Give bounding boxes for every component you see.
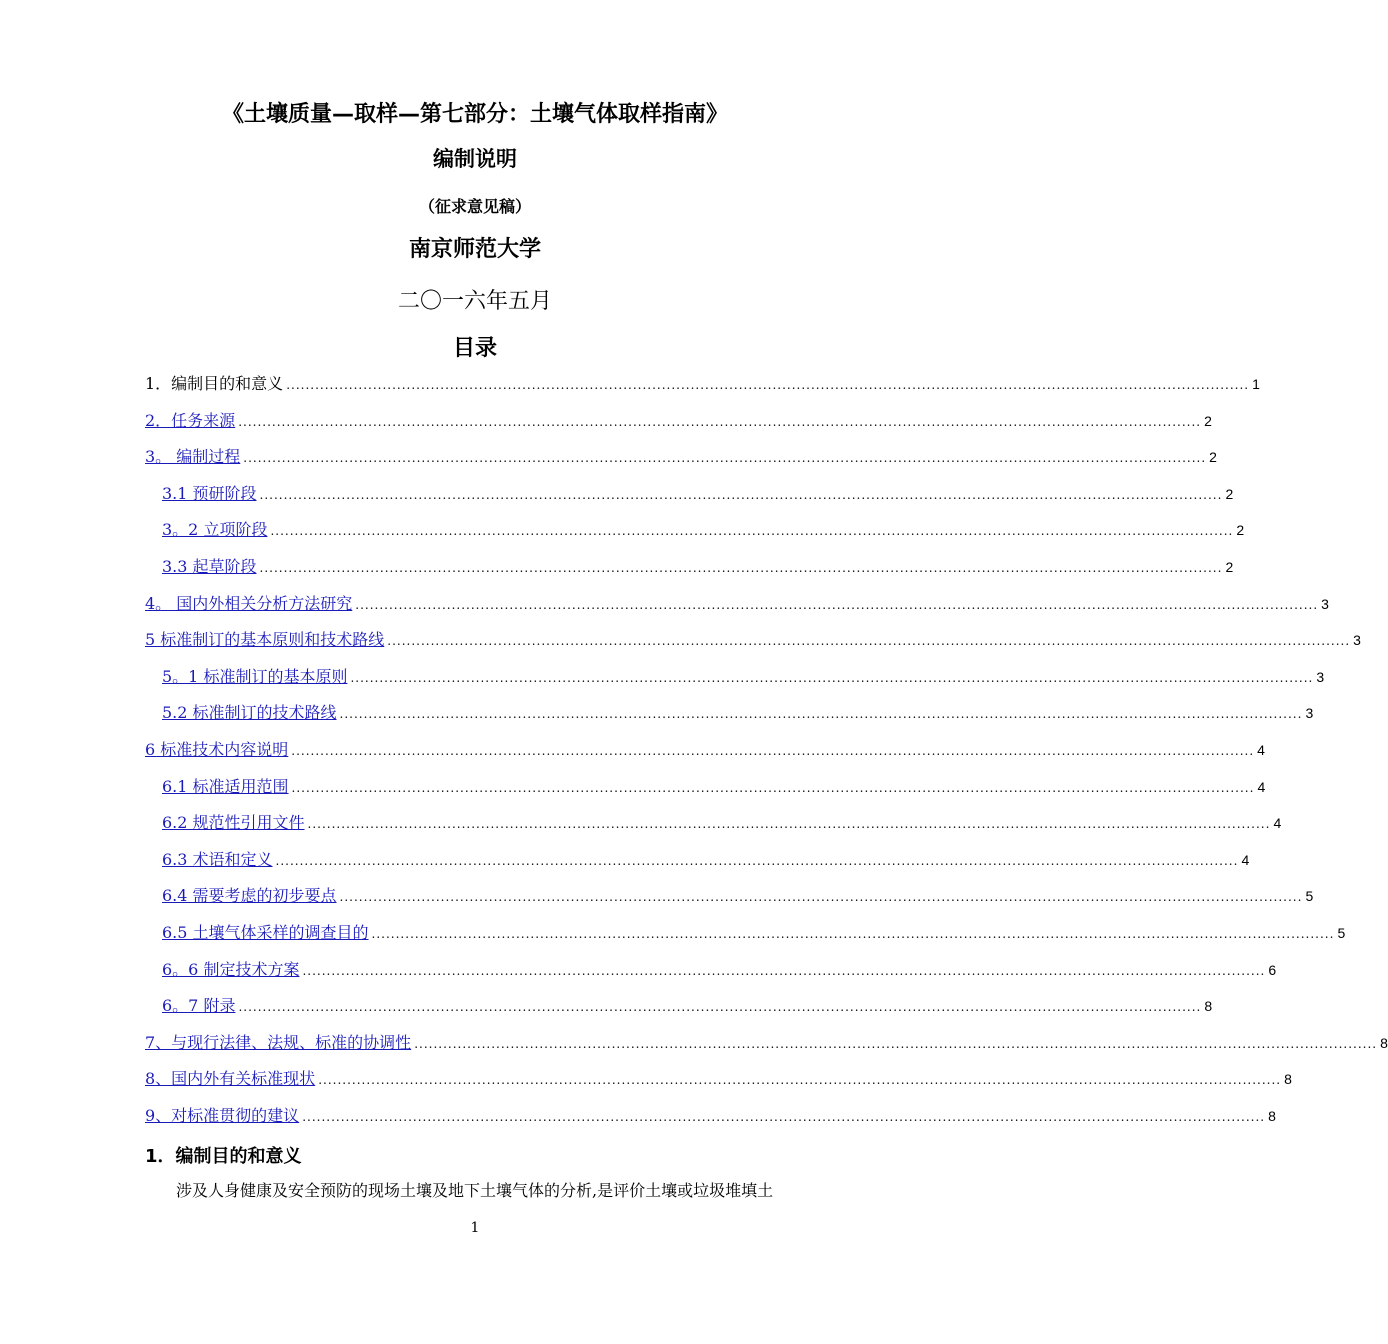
- toc-entry-page: 2: [1209, 449, 1217, 465]
- toc-leader-dots: ........................................................................................................................................................................................................: [259, 488, 1223, 502]
- toc-leader-dots: ........................................................................................................................................................................................................: [355, 598, 1319, 612]
- toc-entry[interactable]: [145, 737, 1265, 761]
- toc-entry: [145, 371, 1260, 395]
- toc-entry-label[interactable]: 2．任务来源: [145, 411, 236, 430]
- toc-entry[interactable]: [162, 847, 1250, 871]
- toc-entry[interactable]: [162, 664, 1325, 688]
- section-paragraph: 涉及人身健康及安全预防的现场土壤及地下土壤气体的分析,是评价土壤或垃圾堆填土: [176, 1181, 774, 1200]
- toc-entry-label[interactable]: 3。 编制过程: [145, 447, 241, 466]
- toc-leader-dots: ........................................................................................................................................................................................................: [339, 707, 1303, 721]
- toc-entry-label[interactable]: 3.1 预研阶段: [162, 484, 257, 503]
- toc-entry-page: 2: [1204, 413, 1212, 429]
- toc-leader-dots: ........................................................................................................................................................................................................: [238, 1000, 1202, 1014]
- toc-entry-page: 2: [1225, 486, 1234, 502]
- toc-entry-page: 1: [1252, 376, 1260, 392]
- toc-entry-label[interactable]: 3。2 立项阶段: [162, 520, 268, 539]
- toc-entry-label[interactable]: 5 标准制订的基本原则和技术路线: [145, 630, 385, 649]
- toc-entry[interactable]: [162, 920, 1346, 944]
- toc-entry-label[interactable]: 9、对标准贯彻的建议: [145, 1106, 300, 1125]
- toc-leader-dots: ........................................................................................................................................................................................................: [387, 634, 1351, 648]
- toc-entry[interactable]: [162, 883, 1314, 907]
- toc-entry-page: 3: [1305, 705, 1314, 721]
- toc-entry-label[interactable]: 6。6 制定技术方案: [162, 960, 300, 979]
- toc-entry[interactable]: [162, 993, 1213, 1017]
- section-heading: 1．编制目的和意义: [145, 1146, 302, 1167]
- toc-entry[interactable]: [162, 481, 1234, 505]
- toc-entry-page: 5: [1305, 888, 1314, 904]
- page-number: 1: [470, 1220, 480, 1236]
- toc-entry[interactable]: [162, 517, 1245, 541]
- toc-leader-dots: ........................................................................................................................................................................................................: [302, 1110, 1266, 1124]
- toc-entry-page: 8: [1204, 998, 1213, 1014]
- toc-entry-label[interactable]: 6.5 土壤气体采样的调查目的: [162, 923, 369, 942]
- toc-entry-page: 4: [1257, 779, 1266, 795]
- toc-leader-dots: ........................................................................................................................................................................................................: [339, 890, 1303, 904]
- toc-entry-page: 4: [1257, 742, 1265, 758]
- toc-leader-dots: ........................................................................................................................................................................................................: [243, 451, 1207, 465]
- toc-leader-dots: ........................................................................................................................................................................................................: [318, 1073, 1282, 1087]
- toc-entry-page: 6: [1268, 962, 1277, 978]
- toc-entry[interactable]: [145, 1030, 1388, 1054]
- toc-entry-page: 8: [1380, 1035, 1388, 1051]
- toc-entry-label[interactable]: 6。7 附录: [162, 996, 236, 1015]
- toc-entry-page: 4: [1273, 815, 1282, 831]
- toc-leader-dots: ........................................................................................................................................................................................................: [275, 854, 1239, 868]
- toc-entry-label[interactable]: 5.2 标准制订的技术路线: [162, 703, 337, 722]
- document-subtitle: 编制说明: [433, 147, 517, 171]
- toc-entry-page: 8: [1284, 1071, 1292, 1087]
- toc-entry-page: 4: [1241, 852, 1250, 868]
- toc-entry-label[interactable]: 3.3 起草阶段: [162, 557, 257, 576]
- toc-entry-page: 2: [1236, 522, 1245, 538]
- toc-entry-page: 3: [1321, 596, 1329, 612]
- toc-entry[interactable]: [145, 1066, 1292, 1090]
- toc-entry[interactable]: [162, 810, 1282, 834]
- toc-entry-page: 5: [1337, 925, 1346, 941]
- toc-entry-label[interactable]: 8、国内外有关标准现状: [145, 1069, 316, 1088]
- toc-entry[interactable]: [145, 1103, 1276, 1127]
- toc-leader-dots: ........................................................................................................................................................................................................: [238, 415, 1202, 429]
- toc-leader-dots: ........................................................................................................................................................................................................: [259, 561, 1223, 575]
- toc-entry[interactable]: [145, 444, 1217, 468]
- toc-entry-page: 8: [1268, 1108, 1276, 1124]
- toc-entry[interactable]: [145, 627, 1361, 651]
- toc-leader-dots: ........................................................................................................................................................................................................: [302, 964, 1266, 978]
- toc-entry-label[interactable]: 6.1 标准适用范围: [162, 777, 289, 796]
- toc-entry[interactable]: [162, 774, 1266, 798]
- toc-leader-dots: ........................................................................................................................................................................................................: [350, 671, 1314, 685]
- toc-entry-label[interactable]: 6.2 规范性引用文件: [162, 813, 305, 832]
- document-date: 二〇一六年五月: [397, 289, 552, 314]
- toc-entry[interactable]: [145, 591, 1329, 615]
- toc-title: 目录: [452, 336, 497, 361]
- toc-leader-dots: ........................................................................................................................................................................................................: [291, 744, 1255, 758]
- toc-entry-page: 2: [1225, 559, 1234, 575]
- toc-entry[interactable]: [162, 554, 1234, 578]
- toc-leader-dots: ........................................................................................................................................................................................................: [291, 781, 1255, 795]
- draft-status: （征求意见稿）: [418, 197, 531, 216]
- toc-entry-label[interactable]: 6 标准技术内容说明: [145, 740, 289, 759]
- toc-entry-label[interactable]: 5。1 标准制订的基本原则: [162, 667, 348, 686]
- toc-entry-label[interactable]: 7、与现行法律、法规、标准的协调性: [145, 1033, 412, 1052]
- toc-entry-label[interactable]: 4。 国内外相关分析方法研究: [145, 594, 353, 613]
- toc-entry-page: 3: [1316, 669, 1325, 685]
- toc-leader-dots: ........................................................................................................................................................................................................: [286, 378, 1250, 392]
- toc-entry-label[interactable]: 6.3 术语和定义: [162, 850, 273, 869]
- organization-name: 南京师范大学: [408, 237, 541, 262]
- document-title: 《土壤质量—取样—第七部分：土壤气体取样指南》: [221, 102, 728, 127]
- toc-leader-dots: ........................................................................................................................................................................................................: [270, 524, 1234, 538]
- toc-entry-label: 1．编制目的和意义: [145, 374, 284, 393]
- toc-entry[interactable]: [145, 408, 1212, 432]
- toc-entry[interactable]: [162, 700, 1314, 724]
- toc-entry-label[interactable]: 6.4 需要考虑的初步要点: [162, 886, 337, 905]
- toc-leader-dots: ........................................................................................................................................................................................................: [414, 1037, 1378, 1051]
- toc-entry-page: 3: [1353, 632, 1361, 648]
- toc-leader-dots: ........................................................................................................................................................................................................: [371, 927, 1335, 941]
- toc-leader-dots: ........................................................................................................................................................................................................: [307, 817, 1271, 831]
- toc-entry[interactable]: [162, 957, 1277, 981]
